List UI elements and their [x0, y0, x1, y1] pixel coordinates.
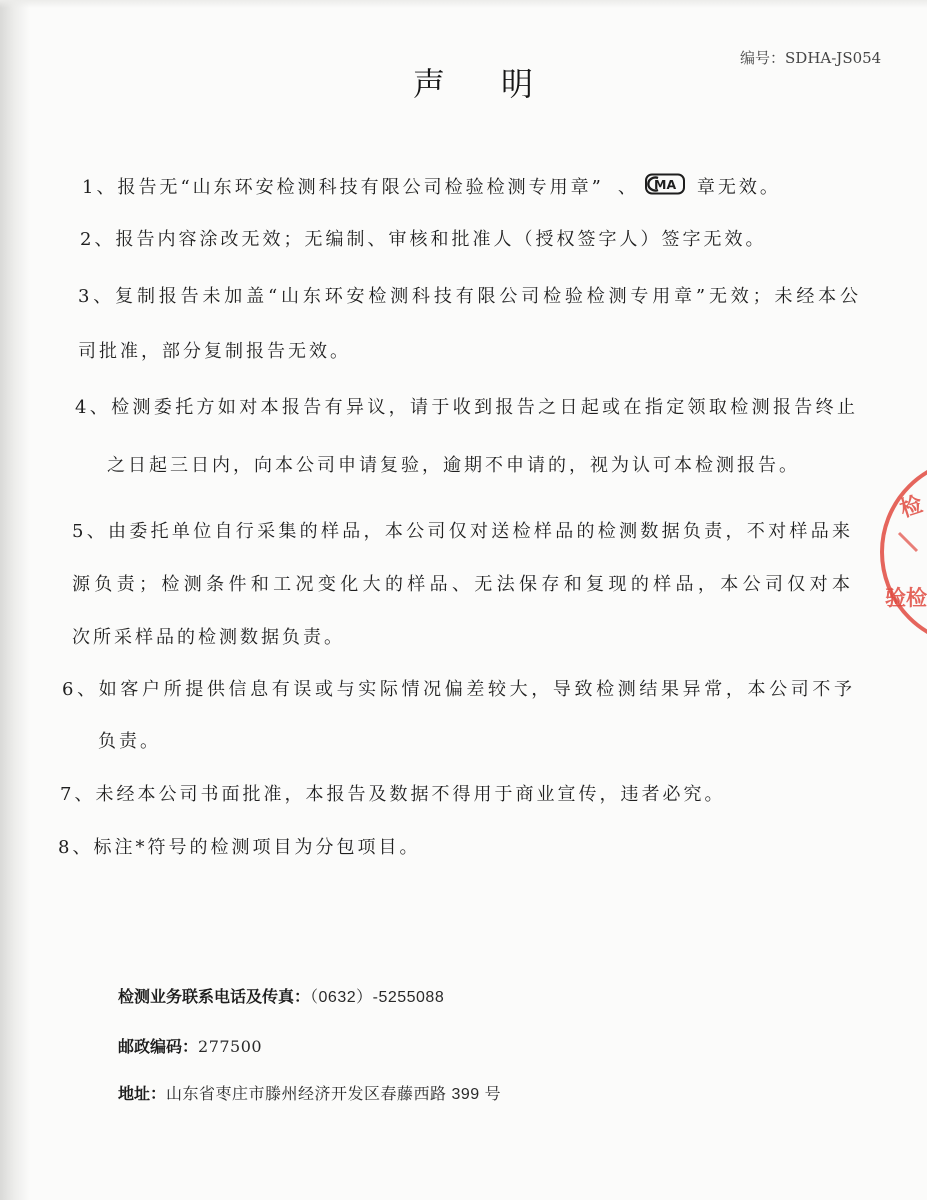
statement-item-6-line-1: 6、如客户所提供信息有误或与实际情况偏差较大，导致检测结果异常，本公司不予 — [62, 679, 854, 700]
page-title: 声明 — [413, 65, 590, 103]
statement-item-1 — [82, 173, 781, 202]
statement-item-6-line-2: 负责。 — [98, 731, 161, 752]
statement-item-3-line-1: 3、复制报告未加盖“山东环安检测科技有限公司检验检测专用章”无效；未经本公 — [78, 286, 860, 307]
seal-text-top: 检 — [896, 491, 926, 523]
statement-item-7-line-1: 7、未经本公司书面批准，本报告及数据不得用于商业宣传，违者必究。 — [60, 784, 726, 805]
statement-item-5-line-3: 次所采样品的检测数据负责。 — [72, 627, 345, 648]
contact-phone-label: 检测业务联系电话及传真： — [118, 989, 311, 1006]
statement-item-8-line-1: 8、标注*符号的检测项目为分包项目。 — [58, 837, 421, 858]
statement-item-2-line-1: 2、报告内容涂改无效；无编制、审核和批准人（授权签字人）签字无效。 — [80, 229, 767, 250]
scan-edge-shadow — [0, 0, 30, 1200]
statement-item-5-line-1: 5、由委托单位自行采集的样品，本公司仅对送检样品的检测数据负责，不对样品来 — [72, 521, 852, 542]
contact-address-label: 地址： — [118, 1086, 167, 1103]
cma-logo-text: MA — [653, 177, 676, 192]
contact-postcode — [118, 1036, 262, 1059]
statement-item-1-tail: 章无效。 — [696, 176, 781, 198]
contact-postcode-value: 277500 — [198, 1037, 263, 1056]
statement-item-1-separator: 、 — [617, 176, 639, 198]
document-number-label: 编号： — [740, 49, 786, 67]
statement-item-3-line-2: 司批准，部分复制报告无效。 — [78, 341, 351, 362]
cma-logo-icon — [645, 173, 685, 195]
statement-item-4-line-2: 之日起三日内，向本公司申请复验，逾期不申请的，视为认可本检测报告。 — [107, 455, 800, 476]
seal-outer-ring — [882, 459, 927, 645]
seal-text-bottom: 验检 — [885, 585, 927, 610]
statement-item-1-text: 1、报告无“山东环安检测科技有限公司检验检测专用章” — [82, 176, 604, 198]
document-number-value: SDHA-JS054 — [785, 49, 882, 67]
contact-address-value: 山东省枣庄市滕州经济开发区春藤西路 399 号 — [166, 1086, 502, 1103]
contact-phone-value: （0632）-5255088 — [310, 989, 445, 1006]
seal-mark — [899, 533, 917, 551]
contact-address — [118, 1084, 501, 1106]
statement-item-5-line-2: 源负责；检测条件和工况变化大的样品、无法保存和复现的样品，本公司仅对本 — [72, 574, 852, 595]
scan-top-shadow — [0, 0, 927, 8]
red-seal-stamp — [877, 455, 927, 655]
document-number — [740, 47, 881, 69]
contact-phone — [118, 987, 444, 1009]
statement-item-4-line-1: 4、检测委托方如对本报告有异议，请于收到报告之日起或在指定领取检测报告终止 — [75, 397, 857, 418]
contact-postcode-label: 邮政编码： — [118, 1039, 199, 1056]
cma-logo — [645, 173, 685, 202]
